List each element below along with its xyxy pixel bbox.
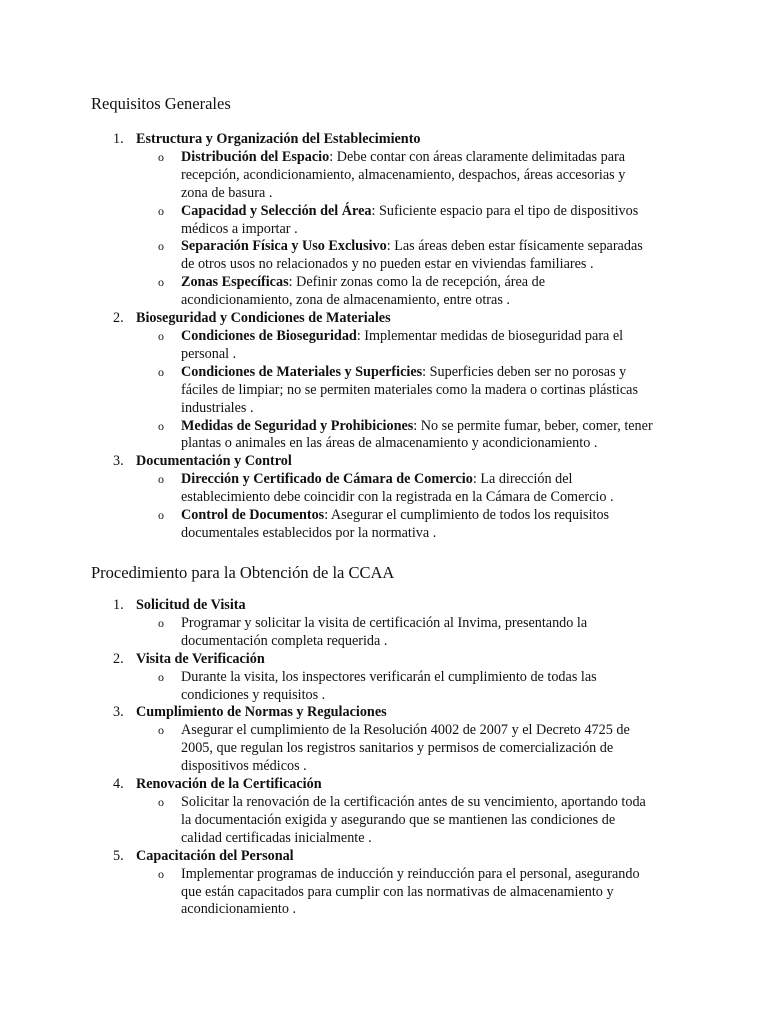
item-title: Solicitud de Visita [136,597,246,613]
sub-item-text: : Implementar medidas de bioseguridad para el personal . [181,327,624,362]
sub-item-label: Condiciones de Materiales y Superficies [181,363,423,380]
item-number: 4. [113,776,124,793]
hollow-bullet-icon: o [158,149,164,164]
sub-item-label: Control de Documentos [181,507,325,524]
numbered-item [0,848,768,920]
sub-list [0,471,768,543]
sub-list-item [0,471,653,507]
hollow-bullet-icon: o [158,239,164,254]
hollow-bullet-icon: o [158,508,164,523]
section-heading-procedimiento: Procedimiento para la Obtención de la CCAA [91,563,395,582]
hollow-bullet-icon: o [158,794,164,809]
sub-item-text: : Asegurar el cumplimiento de todos los requisitos documentales establecidos por la normativa . [181,507,610,541]
item-number: 1. [113,597,124,613]
item-number: 1. [113,131,124,147]
numbered-item [0,597,768,651]
sub-list [0,794,768,848]
sub-list-item [0,866,653,920]
item-title: Visita de Verificación [136,650,265,667]
sub-list-item [0,203,653,239]
sub-list [0,722,768,776]
numbered-item [0,704,768,776]
item-title: Bioseguridad y Condiciones de Materiales [136,310,391,327]
numbered-item [0,651,768,705]
sub-item-text: : Las áreas deben estar físicamente separadas de otros usos no relacionados y no pueden estar en viviendas familiares . [181,238,643,273]
sub-list-item [0,274,653,310]
sub-item-text: : No se permite fumar, beber, comer, tener plantas o animales en las áreas de almacenamiento y acondicionamiento . [181,417,653,452]
hollow-bullet-icon: o [158,275,164,290]
hollow-bullet-icon: o [158,203,164,218]
sub-list [0,328,768,453]
sub-item-text: Implementar programas de inducción y reinducción para el personal, asegurando que están capacitados para cumplir con las normativas de almacenamiento y acondicionamiento . [181,865,640,918]
hollow-bullet-icon: o [158,364,164,379]
hollow-bullet-icon: o [158,328,164,343]
numbered-item [0,453,768,543]
hollow-bullet-icon: o [158,418,164,433]
sub-item-text: Programar y solicitar la visita de certificación al Invima, presentando la documentación completa requerida . [181,614,588,649]
hollow-bullet-icon: o [158,472,164,487]
hollow-bullet-icon: o [158,669,164,684]
sub-item-text: : Suficiente espacio para el tipo de dispositivos médicos a importar . [181,202,639,237]
sub-item-text: : La dirección del establecimiento debe coincidir con la registrada en la Cámara de Comercio . [181,471,614,506]
sub-list [0,669,768,705]
item-title: Cumplimiento de Normas y Regulaciones [136,704,387,721]
hollow-bullet-icon: o [158,723,164,738]
sub-item-label: Separación Física y Uso Exclusivo [181,238,387,255]
sub-item-label: Condiciones de Bioseguridad [181,327,357,344]
hollow-bullet-icon: o [158,615,164,630]
numbered-item [0,776,768,848]
sub-list-item [0,418,653,454]
sub-list-item [0,238,653,274]
sub-item-text: Asegurar el cumplimiento de la Resolución 4002 de 2007 y el Decreto 4725 de 2005, que regulan los registros sanitarios y permisos de comercialización de dispositivos médicos . [181,722,630,775]
item-number: 2. [113,650,124,667]
requisitos-list [0,131,768,543]
item-title: Estructura y Organización del Establecimiento [136,131,421,147]
sub-list-item [0,328,653,364]
sub-list-item [0,364,653,418]
sub-item-text: Solicitar la renovación de la certificación antes de su vencimiento, aportando toda la documentación exigida y asegurando que se mantienen las condiciones de calidad certificadas inicialmente . [181,793,646,846]
sub-item-text: : Superficies deben ser no porosas y fáciles de limpiar; no se permiten materiales como la madera o cortinas plásticas industriales . [181,363,638,416]
sub-list-item [0,507,653,543]
item-number: 3. [113,704,124,721]
item-title: Renovación de la Certificación [136,776,322,793]
sub-list-item [0,669,653,705]
sub-item-label: Capacidad y Selección del Área [181,202,372,219]
item-title: Capacitación del Personal [136,847,294,864]
sub-list [0,866,768,920]
sub-list [0,615,768,651]
item-title: Documentación y Control [136,453,292,470]
item-number: 2. [113,310,124,327]
item-number: 5. [113,847,124,864]
sub-item-label: Distribución del Espacio [181,148,330,165]
sub-list-item [0,794,653,848]
sub-item-label: Zonas Específicas [181,274,289,291]
numbered-item [0,131,768,310]
sub-list-item [0,722,653,776]
sub-item-text: Durante la visita, los inspectores verificarán el cumplimiento de todas las condiciones y requisitos . [181,668,597,703]
sub-list-item [0,149,653,203]
section-heading-requisitos: Requisitos Generales [91,94,231,113]
sub-item-text: : Definir zonas como la de recepción, área de acondicionamiento, zona de almacenamiento, entre otras . [181,274,546,309]
sub-list [0,149,768,310]
sub-item-label: Medidas de Seguridad y Prohibiciones [181,417,414,434]
numbered-item [0,310,768,453]
hollow-bullet-icon: o [158,866,164,881]
sub-item-text: : Debe contar con áreas claramente delimitadas para recepción, acondicionamiento, almacenamiento, despachos, áreas accesorias y zona de basura . [181,148,626,201]
sub-list-item [0,615,653,651]
sub-item-label: Dirección y Certificado de Cámara de Comercio [181,471,473,488]
item-number: 3. [113,453,124,470]
procedimiento-list [0,597,768,919]
